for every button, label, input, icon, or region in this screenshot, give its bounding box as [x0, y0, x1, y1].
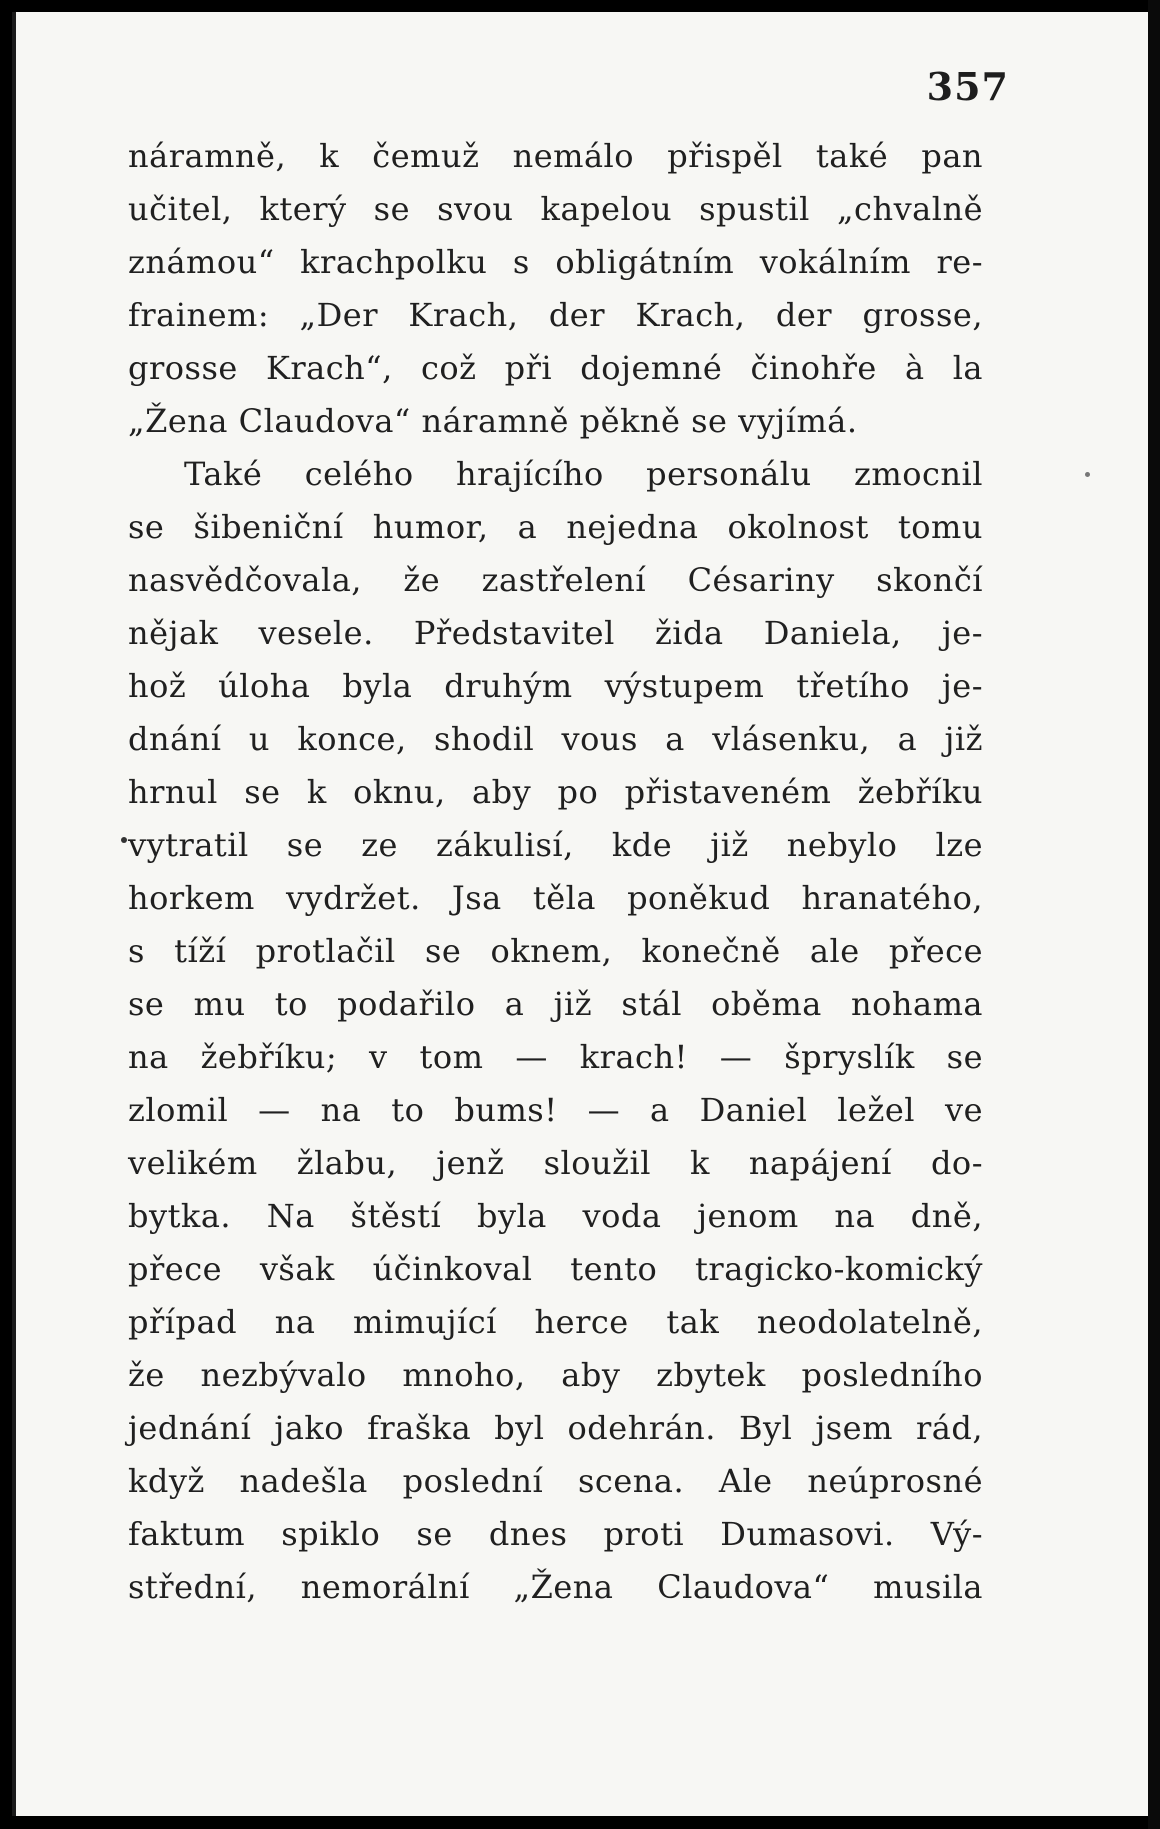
text-line: „Žena Claudova“ náramně pěkně se vyjímá.: [128, 402, 858, 440]
text-line: známou“ krachpolku s obligátním vokálním re-: [128, 243, 983, 281]
body-text: [128, 130, 983, 1614]
text-line: se šibeniční humor, a nejedna okolnost tomu: [128, 508, 983, 546]
text-line: když nadešla poslední scena. Ale neúprosné: [128, 1462, 983, 1500]
text-line: jednání jako fraška byl odehrán. Byl jsem rád,: [128, 1409, 983, 1447]
text-line: střední, nemorální „Žena Claudova“ musila: [128, 1568, 983, 1606]
text-line: hrnul se k oknu, aby po přistaveném žebříku: [128, 773, 983, 811]
text-line: Také celého hrajícího personálu zmocnil: [184, 455, 983, 493]
text-line: nasvědčovala, že zastřelení Césariny skončí: [128, 561, 983, 599]
text-line: učitel, který se svou kapelou spustil „chvalně: [128, 190, 983, 228]
text-line: bytka. Na štěstí byla voda jenom na dně,: [128, 1197, 983, 1235]
text-line: nějak vesele. Představitel žida Daniela, je-: [128, 614, 983, 652]
text-line: dnání u konce, shodil vous a vlásenku, a již: [128, 720, 983, 758]
text-line: grosse Krach“, což při dojemné činohře à la: [128, 349, 983, 387]
text-line: horkem vydržet. Jsa těla poněkud hranatého,: [128, 879, 983, 917]
text-line: se mu to podařilo a již stál oběma nohama: [128, 985, 983, 1023]
text-line: vytratil se ze zákulisí, kde již nebylo lze: [128, 826, 983, 864]
text-line: frainem: „Der Krach, der Krach, der grosse,: [128, 296, 983, 334]
text-line: velikém žlabu, jenž sloužil k napájení do-: [128, 1144, 983, 1182]
text-line: na žebříku; v tom — krach! — špryslík se: [128, 1038, 983, 1076]
text-line: přece však účinkoval tento tragicko-komický: [128, 1250, 983, 1288]
text-line: že nezbývalo mnoho, aby zbytek posledního: [128, 1356, 983, 1394]
text-line: případ na mimující herce tak neodolatelně,: [128, 1303, 983, 1341]
text-line: faktum spiklo se dnes proti Dumasovi. Vý-: [128, 1515, 983, 1553]
text-line: náramně, k čemuž nemálo přispěl také pan: [128, 137, 983, 175]
text-line: s tíží protlačil se oknem, konečně ale přece: [128, 932, 983, 970]
speck-mark: [121, 837, 127, 843]
page-number: 357: [926, 64, 1009, 109]
text-line: zlomil — na to bums! — a Daniel ležel ve: [128, 1091, 983, 1129]
text-line: hož úloha byla druhým výstupem třetího je-: [128, 667, 983, 705]
speck-mark: [1085, 472, 1090, 477]
scan-border: [1148, 0, 1160, 1829]
